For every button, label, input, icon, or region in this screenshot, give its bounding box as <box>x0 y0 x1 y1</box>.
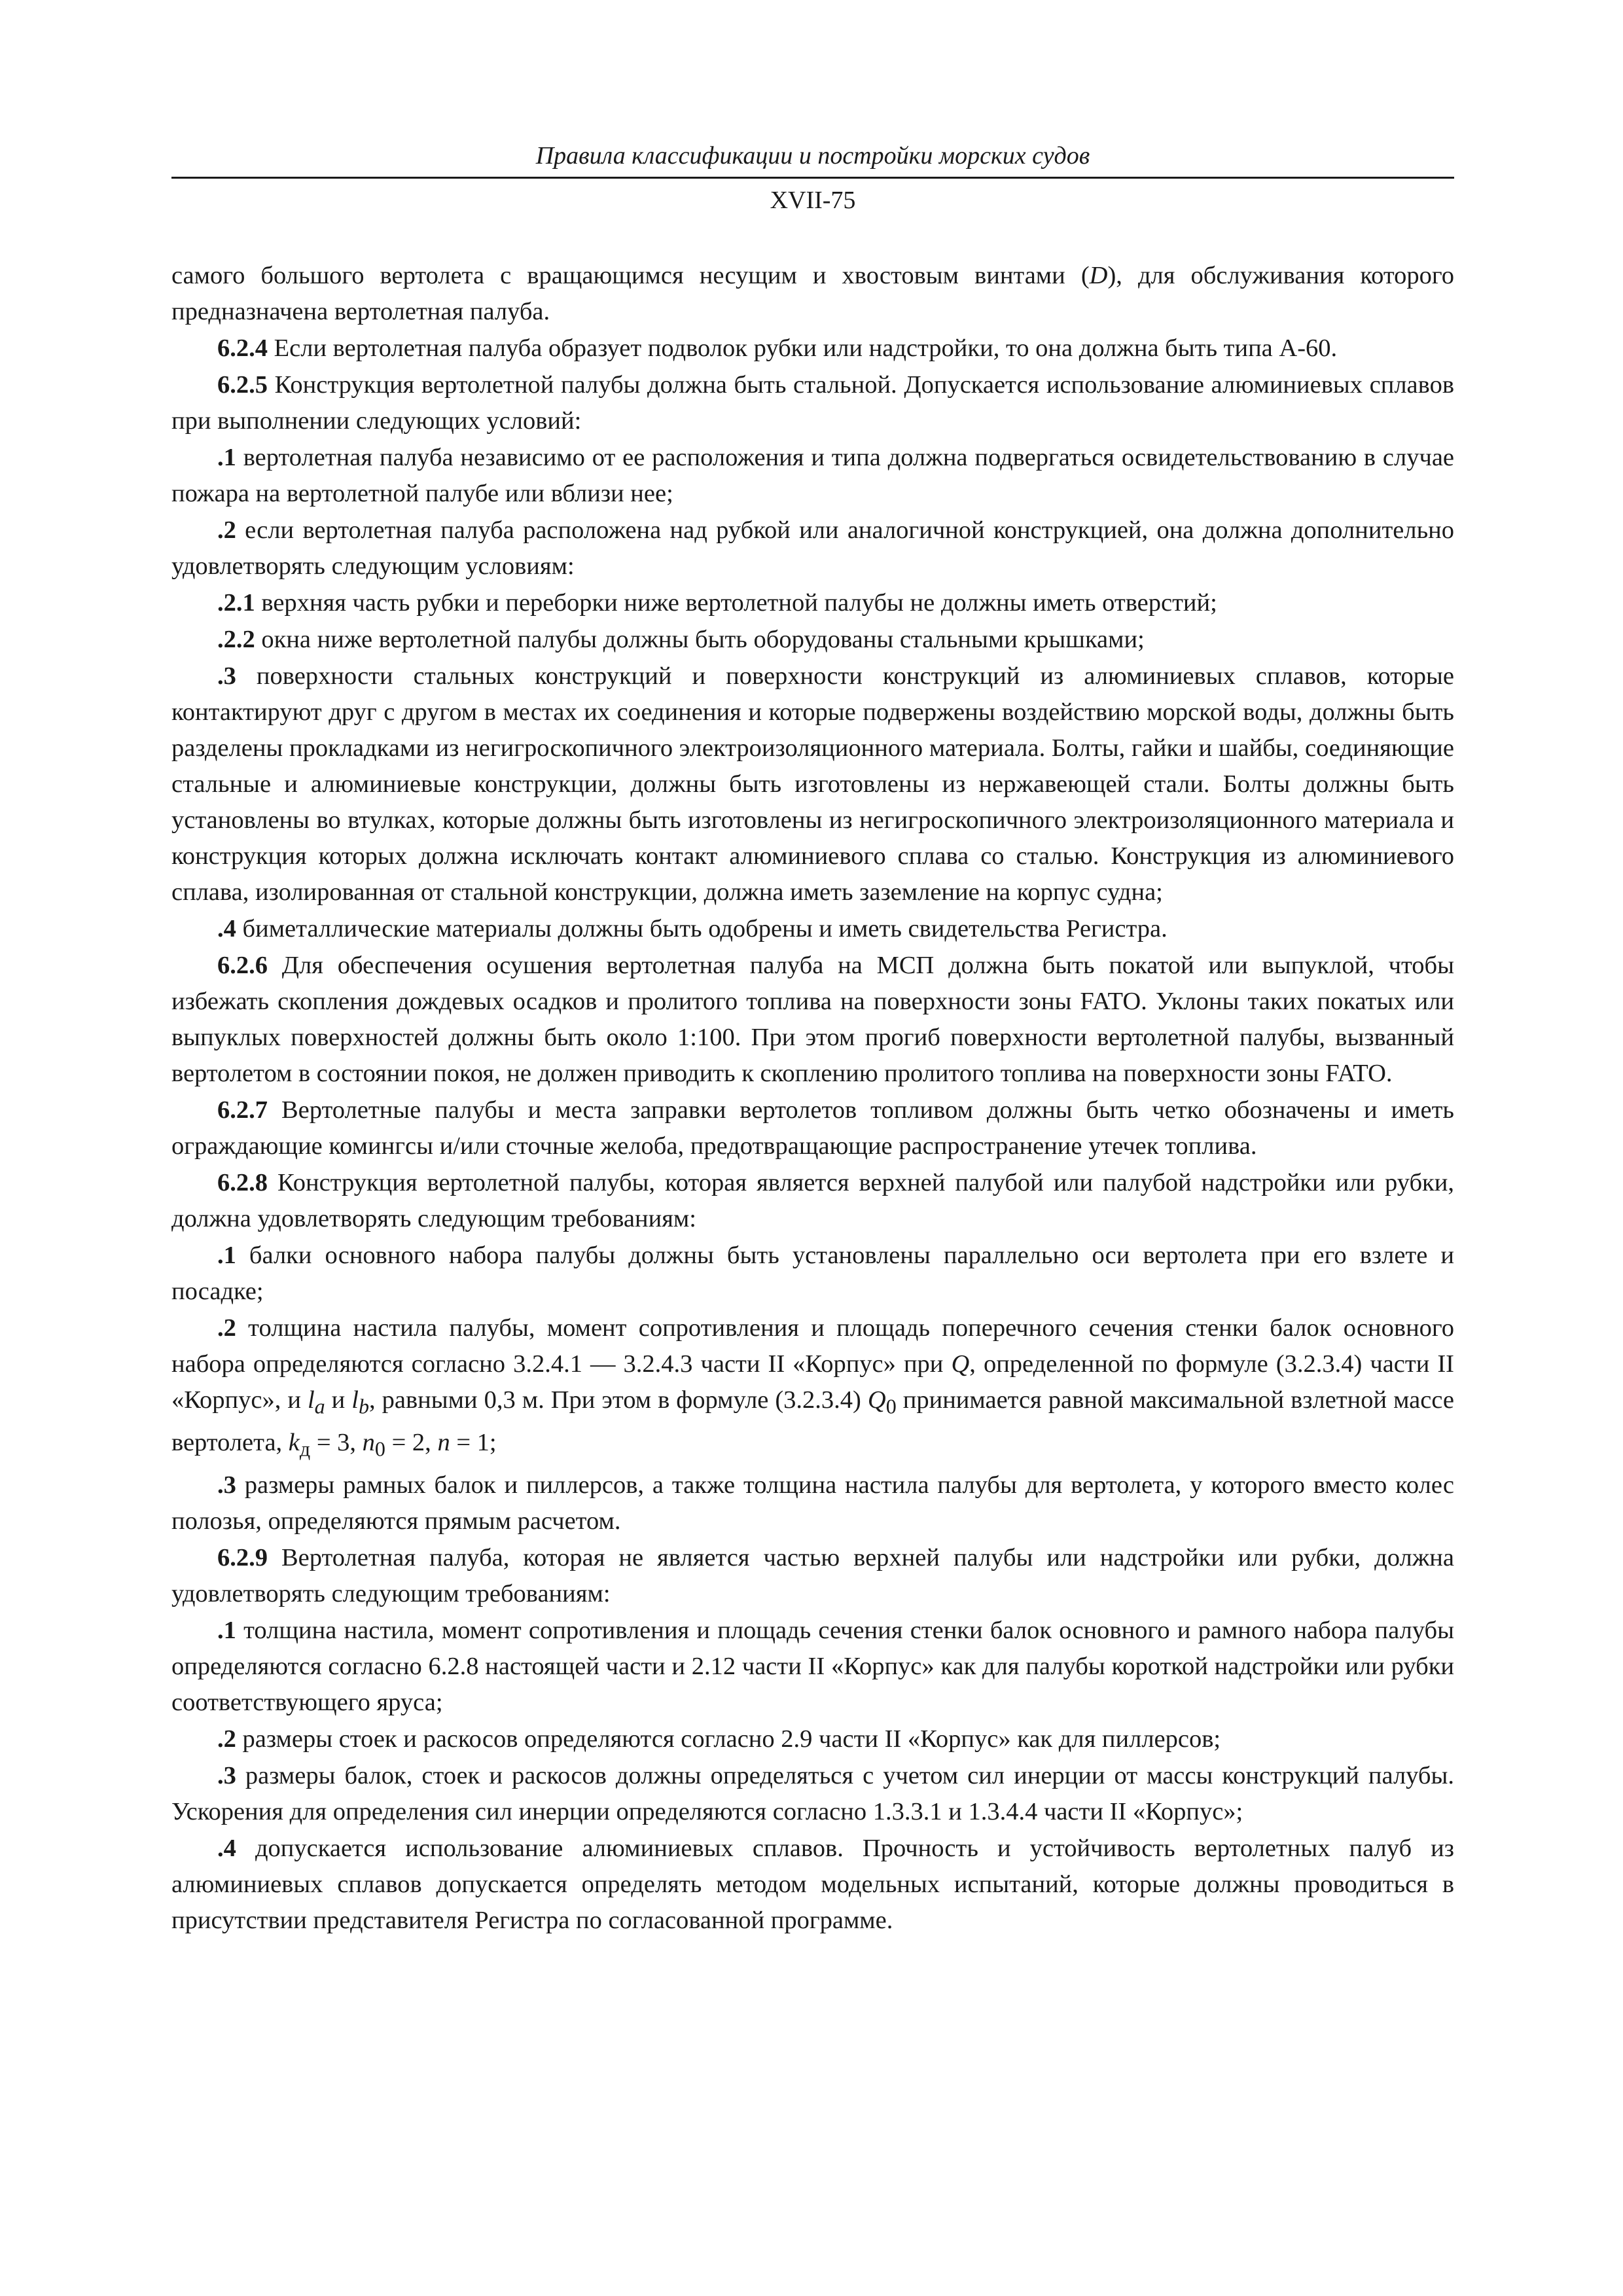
item-number: .3 <box>217 1762 236 1790</box>
subitem-6-2-5-2-2: .2.2 окна ниже вертолетной палубы должны быть оборудованы стальными крышками; <box>217 626 1145 653</box>
subitem-6-2-9-2: .2 размеры стоек и раскосов определяются согласно 2.9 части II «Корпус» как для пиллерсов; <box>217 1725 1221 1753</box>
clause-number: 6.2.4 <box>217 334 268 362</box>
subitem-6-2-5-2: .2 если вертолетная палуба расположена над рубкой или аналогичной конструкцией, она должна дополнительно удовлетворять следующим условиям: <box>171 516 1454 580</box>
subitem-6-2-5-2-1: .2.1 верхняя часть рубки и переборки ниже вертолетной палубы не должны иметь отверстий; <box>217 589 1217 617</box>
math-var-lb: l <box>351 1386 359 1414</box>
subscript-d: д <box>299 1437 311 1461</box>
paragraph-6-2-5: 6.2.5 Конструкция вертолетной палубы должна быть стальной. Допускается использование алюминиевых сплавов при выполнении следующих условий: <box>171 371 1454 435</box>
subitem-6-2-9-4: .4 допускается использование алюминиевых сплавов. Прочность и устойчивость вертолетных палуб из алюминиевых сплавов допускается определять методом модельных испытаний, которые должны проводиться в присутствии представителя Регистра по согласованной программе. <box>171 1835 1454 1935</box>
subscript-0: 0 <box>885 1394 897 1418</box>
item-number: .2.2 <box>217 626 255 653</box>
item-number: .2 <box>217 1314 236 1342</box>
item-number: .4 <box>217 1835 236 1863</box>
item-number: .1 <box>217 1617 236 1645</box>
item-number: .4 <box>217 915 236 942</box>
paragraph-6-2-7: 6.2.7 Вертолетные палубы и места заправки вертолетов топливом должны быть четко обозначены и иметь ограждающие комингсы и/или сточные желоба, предотвращающие распространение утечек топлива. <box>171 1096 1454 1160</box>
subscript-0: 0 <box>374 1437 385 1461</box>
header-rule <box>171 177 1454 179</box>
math-var-n: n <box>437 1428 450 1456</box>
item-number: .2 <box>217 1725 236 1753</box>
clause-number: 6.2.7 <box>217 1096 268 1124</box>
math-var-la: l <box>307 1386 315 1414</box>
paragraph-6-2-6: 6.2.6 Для обеспечения осушения вертолетная палуба на МСП должна быть покатой или выпуклой, чтобы избежать скопления дождевых осадков и пролитого топлива на поверхности зоны FATO. Уклоны таких покатых или выпуклых поверхностей должны быть около 1:100. При этом прогиб поверхности вертолетной палубы, вызванный вертолетом в состоянии покоя, не должен приводить к скоплению пролитого топлива на поверхности зоны FATO. <box>171 952 1454 1087</box>
paragraph-6-2-4: 6.2.4 Если вертолетная палуба образует подволок рубки или надстройки, то она должна быть типа А-60. <box>217 334 1338 362</box>
math-var-d: D <box>1089 262 1108 289</box>
clause-number: 6.2.5 <box>217 371 268 399</box>
subscript-a: a <box>314 1394 325 1418</box>
subitem-6-2-5-3: .3 поверхности стальных конструкций и поверхности конструкций из алюминиевых сплавов, которые контактируют друг с другом в местах их соединения и которые подвержены воздействию морской воды, должны быть разделены прокладками из негигроскопичного электроизоляционного материала. Болты, гайки и шайбы, соединяющие стальные и алюминиевые конструкции, должны быть изготовлены из нержавеющей стали. Болты должны быть установлены во втулках, которые должны быть изготовлены из негигроскопичного электроизоляционного материала и конструкция которых должна исключать контакт алюминиевого сплава со сталью. Конструкция из алюминиевого сплава, изолированная от стальной конструкции, должна иметь заземление на корпус судна; <box>171 662 1454 906</box>
paragraph-continuation: самого большого вертолета с вращающимся несущим и хвостовым винтами (D), для обслуживания которого предназначена вертолетная палуба. <box>171 262 1454 325</box>
clause-number: 6.2.8 <box>217 1169 268 1196</box>
subitem-6-2-9-1: .1 толщина настила, момент сопротивления и площадь сечения стенки балок основного и рамного набора палубы определяются согласно 6.2.8 настоящей части и 2.12 части II «Корпус» как для палубы короткой надстройки или рубки соответствующего яруса; <box>171 1617 1454 1717</box>
subitem-6-2-5-1: .1 вертолетная палуба независимо от ее расположения и типа должна подвергаться освидетельствованию в случае пожара на вертолетной палубе или вблизи нее; <box>171 444 1454 507</box>
paragraph-6-2-8: 6.2.8 Конструкция вертолетной палубы, которая является верхней палубой или палубой надстройки или рубки, должна удовлетворять следующим требованиям: <box>171 1169 1454 1232</box>
clause-number: 6.2.9 <box>217 1544 268 1572</box>
item-number: .2 <box>217 516 236 544</box>
paragraph-6-2-9: 6.2.9 Вертолетная палуба, которая не является частью верхней палубы или надстройки или рубки, должна удовлетворять следующим требованиям: <box>171 1544 1454 1608</box>
subitem-6-2-8-2: .2 толщина настила палубы, момент сопротивления и площадь поперечного сечения стенки балок основного набора определяются согласно 3.2.4.1 — 3.2.4.3 части II «Корпус» при Q, определенной по формуле (3.2.3.4) части II «Корпус», и $l_a$ и $l_b$, равными 0,3 м. При этом в формуле (3.2.3.4) $Q_0$ принимается равной максимальной взлетной массе вертолета, $k_д = 3$, $n_0 = 2$, n = 1; <box>171 1314 1454 1461</box>
item-number: .1 <box>217 444 236 471</box>
subitem-6-2-8-3: .3 размеры рамных балок и пиллерсов, а также толщина настила палубы для вертолета, у которого вместо колес полозья, определяются прямым расчетом. <box>171 1471 1454 1535</box>
item-number: .3 <box>217 662 236 690</box>
document-body <box>171 258 1454 1939</box>
math-var-q: Q <box>951 1350 970 1378</box>
subitem-6-2-5-4: .4 биметаллические материалы должны быть одобрены и иметь свидетельства Регистра. <box>217 915 1168 942</box>
subitem-6-2-8-1: .1 балки основного набора палубы должны быть установлены параллельно оси вертолета при его взлете и посадке; <box>171 1242 1454 1305</box>
item-number: .1 <box>217 1242 236 1269</box>
clause-number: 6.2.6 <box>217 952 268 979</box>
math-var-k: k <box>288 1428 300 1456</box>
item-number: .2.1 <box>217 589 255 617</box>
page-number: XVII-75 <box>770 187 856 214</box>
running-title: Правила классификации и постройки морских судов <box>535 142 1090 170</box>
subscript-b: b <box>359 1394 370 1418</box>
math-var-n0: n <box>362 1428 375 1456</box>
item-number: .3 <box>217 1471 236 1499</box>
subitem-6-2-9-3: .3 размеры балок, стоек и раскосов должны определяться с учетом сил инерции от массы конструкций палубы. Ускорения для определения сил инерции определяются согласно 1.3.3.1 и 1.3.4.4 части II «Корпус»; <box>171 1762 1454 1826</box>
math-var-q0: Q <box>867 1386 886 1414</box>
